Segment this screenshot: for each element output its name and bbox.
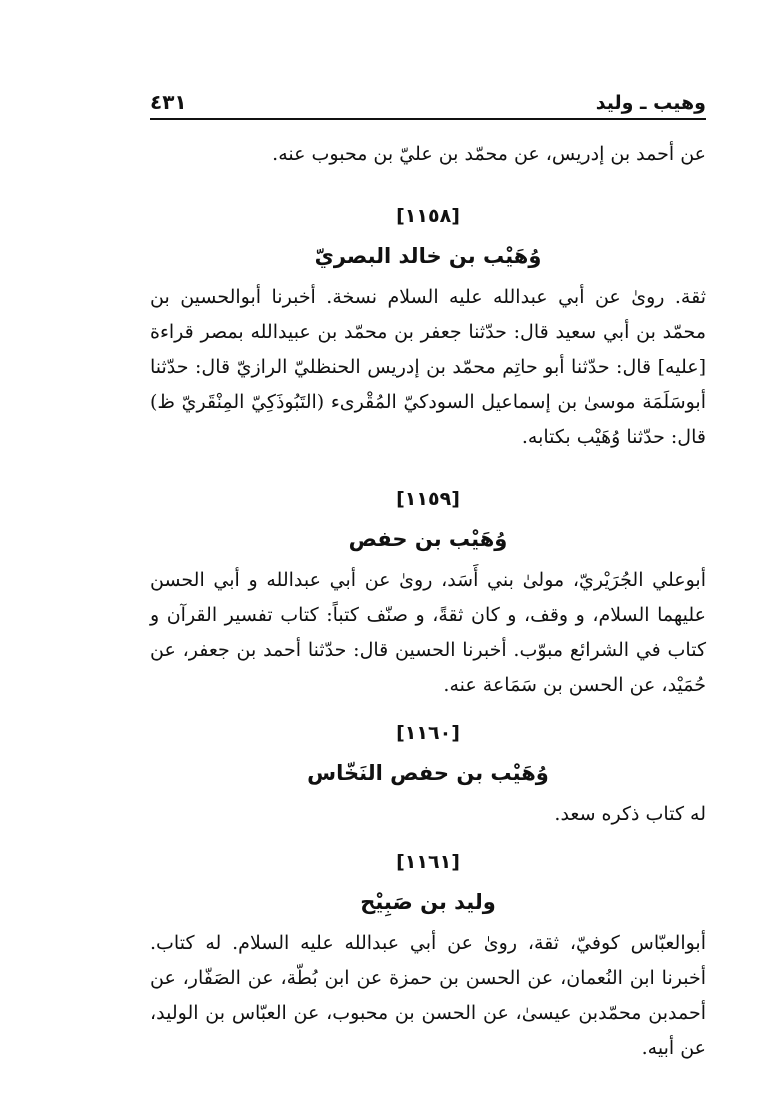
entry-heading: وليد بن صَبِيْح	[360, 890, 496, 914]
entry-number: [١١٦١]	[396, 851, 460, 873]
page-body	[150, 137, 706, 1066]
spacer	[150, 455, 706, 473]
running-header	[150, 84, 706, 124]
entry-paragraph: أبوالعبّاس كوفيّ، ثقة، روىٰ عن أبي عبدالله عليه السلام. له كتاب. أخبرنا ابن النُعمان، عن الحسن بن حمزة عن ابن بُطّة، عن الصَفّار، عن أحمدبن محمّدبن عيسىٰ، عن الحسن بن محبوب، عن العبّاس بن الوليد، عن أبيه.	[150, 932, 706, 1059]
spacer	[150, 703, 706, 707]
entry-number: [١١٥٩]	[396, 488, 460, 510]
entry-number: [١١٥٨]	[396, 205, 460, 227]
entry-number: [١١٦٠]	[396, 722, 460, 744]
page-number: ٤٣١	[150, 90, 187, 114]
intro-line: عن أحمد بن إدريس، عن محمّد بن عليّ بن محبوب عنه.	[272, 143, 706, 165]
spacer	[150, 172, 706, 190]
running-title: وهيب ـ وليد	[595, 92, 706, 114]
entry-heading: وُهَيْب بن خالد البصريّ	[314, 244, 542, 268]
entry-heading: وُهَيْب بن حفص	[348, 527, 508, 551]
header-rule	[150, 118, 706, 120]
spacer	[150, 832, 706, 836]
entry-paragraph: ثقة. روىٰ عن أبي عبدالله عليه السلام نسخة. أخبرنا أبوالحسين بن محمّد بن أبي سعيد قال: حدّثنا جعفر بن محمّد بن عبيدالله بمصر قراءة [عليه] قال: حدّثنا أبو حاتِم محمّد بن إدريس الحنظليّ الرازيّ قال: حدّثنا أبوسَلَمَة موسىٰ بن إسماعيل السودكيّ المُقْرىء (التَبُوذَكِيّ المِنْقَريّ ظ) قال: حدّثنا وُهَيْب بكتابه.	[150, 286, 706, 448]
entry-paragraph: أبوعلي الجُرَيْريّ، مولىٰ بني أَسَد، روىٰ عن أبي عبدالله و أبي الحسن عليهما السلام، و وقف، و كان ثقةً، و صنّف كتباً: كتاب تفسير القرآن و كتاب في الشرائع مبوّب. أخبرنا الحسين قال: حدّثنا أحمد بن جعفر، عن حُمَيْد، عن الحسن بن سَمَاعة عنه.	[150, 569, 706, 696]
entry-paragraph: له كتاب ذكره سعد.	[554, 803, 706, 825]
entry-heading: وُهَيْب بن حفص النَخّاس	[307, 761, 549, 785]
